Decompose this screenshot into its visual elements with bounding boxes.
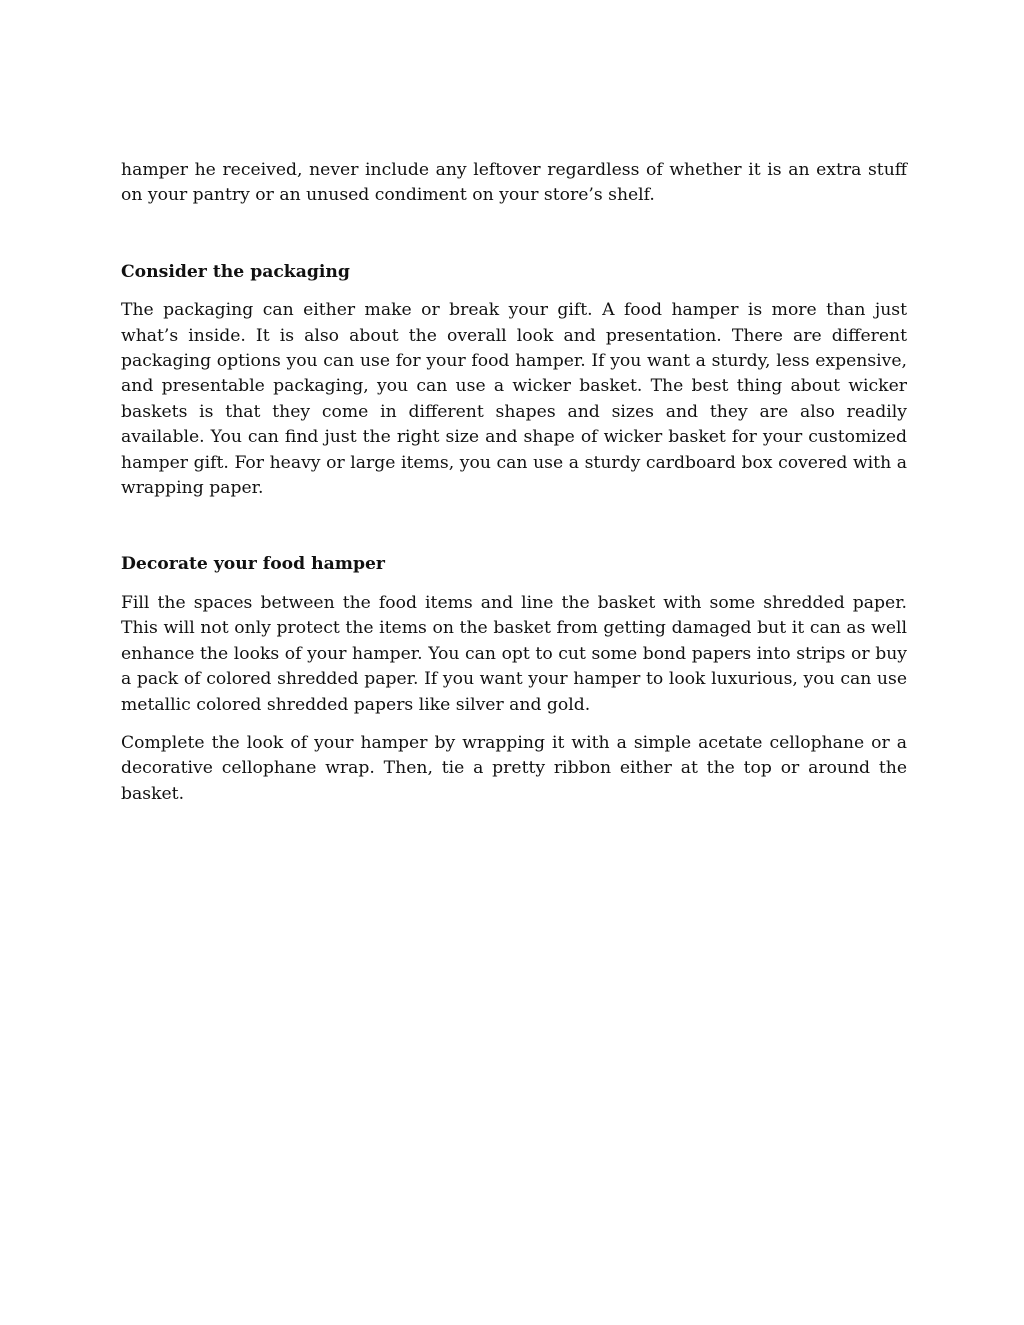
section-heading-packaging: Consider the packaging <box>121 261 350 282</box>
section-decorate <box>121 552 907 807</box>
document-page <box>121 158 907 807</box>
section-packaging <box>121 260 907 502</box>
decorate-paragraph-1: Fill the spaces between the food items and line the basket with some shredded paper. This will not only protect the items on the basket from getting damaged but it can as well enhance the looks of your hamper. You can opt to cut some bond papers into strips or buy a pack of colored shredded paper. If you want your hamper to look luxurious, you can use metallic colored shredded papers like silver and gold. <box>121 592 907 715</box>
decorate-paragraph-2: Complete the look of your hamper by wrapping it with a simple acetate cellophane or a decorative cellophane wrap. Then, tie a pretty ribbon either at the top or around the basket. <box>121 732 907 804</box>
packaging-paragraph: The packaging can either make or break your gift. A food hamper is more than just what’s inside. It is also about the overall look and presentation. There are different packaging options you can use for your food hamper. If you want a sturdy, less expensive, and presentable packaging, you can use a wicker basket. The best thing about wicker baskets is that they come in different shapes and sizes and they are also readily available. You can find just the right size and shape of wicker basket for your customized hamper gift. For heavy or large items, you can use a sturdy cardboard box covered with a wrapping paper. <box>121 300 907 499</box>
section-heading-decorate: Decorate your food hamper <box>121 554 385 575</box>
intro-paragraph: hamper he received, never include any leftover regardless of whether it is an extra stuff on your pantry or an unused condiment on your store’s shelf. <box>121 160 907 206</box>
